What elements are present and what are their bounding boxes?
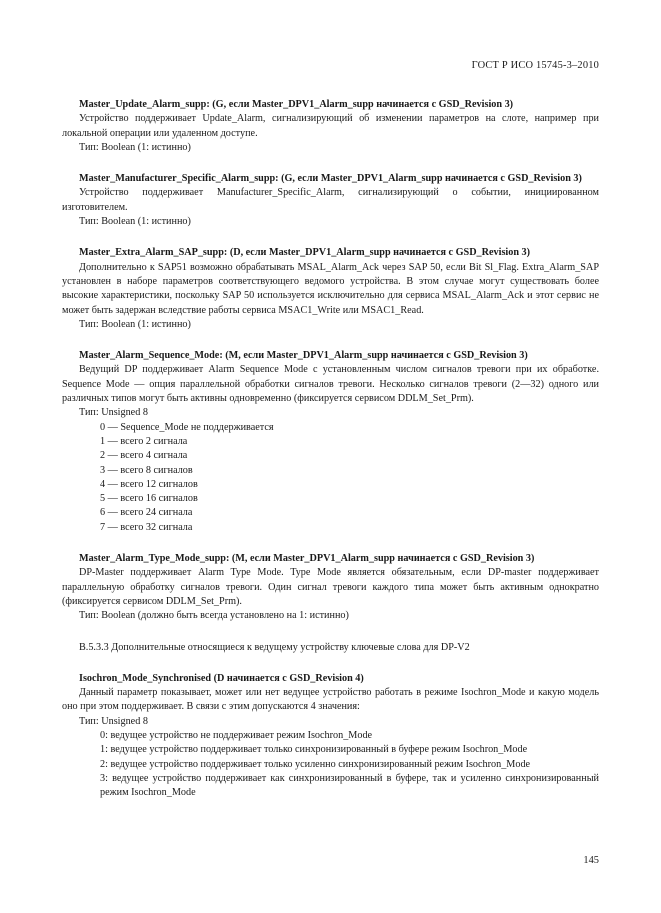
list-item: 3: ведущее устройство поддерживает как синхронизированный в буфере, так и усиленно синхронизированный режим Isochron_Mode: [100, 772, 599, 799]
keyword-description: Ведущий DP поддерживает Alarm Sequence Mode с установленным числом сигналов тревоги при их обработке. Sequence Mode — опция параллельной обработки сигналов тревоги. Несколько сигналов тревоги (2—32) одного или различных типов могут быть активны одновременно (фиксируется сервисом DDLM_Set_Prm).: [62, 364, 599, 405]
list-item: 5 — всего 16 сигналов: [100, 493, 198, 505]
section-heading: В.5.3.3 Дополнительные относящиеся к ведущему устройству ключевые слова для DP-V2: [79, 641, 470, 653]
keyword-type: Тип: Boolean (1: истинно): [79, 141, 191, 153]
keyword-description: Дополнительно к SAP51 возможно обрабатывать MSAL_Alarm_Ack через SAP 50, если Bit Sl_Flag. Extra_Alarm_SAP установлен в наборе параметров соответствующего ведомого устройства. В этом случае могут существовать более высокие характеристики, поскольку SAP 50 используется исключительно для сервиса MSAL_Alarm_Ack и этот сервис не может быть задержан вследствие работы сервиса MSAC1_Write или MSAC1_Read.: [62, 261, 599, 316]
list-item: 0: ведущее устройство не поддерживает режим Isochron_Mode: [100, 729, 373, 741]
keyword-type: Тип: Boolean (1: истинно): [79, 318, 191, 330]
list-item: 1: ведущее устройство поддерживает только синхронизированный в буфере режим Isochron_Mode: [100, 744, 528, 756]
keyword-title: Master_Alarm_Type_Mode_supp: (M, если Master_DPV1_Alarm_supp начинается с GSD_Revision 3): [79, 553, 535, 565]
keyword-type: Тип: Boolean (должно быть всегда установлено на 1: истинно): [79, 610, 349, 622]
keyword-title: Master_Extra_Alarm_SAP_supp: (D, если Master_DPV1_Alarm_supp начинается с GSD_Revision 3): [79, 247, 531, 259]
keyword-title: Master_Update_Alarm_supp: (G, если Master_DPV1_Alarm_supp начинается с GSD_Revision 3): [79, 99, 514, 110]
list-item: 4 — всего 12 сигналов: [100, 478, 198, 490]
running-header: ГОСТ Р ИСО 15745-3–2010: [471, 60, 599, 71]
keyword-description: Устройство поддерживает Update_Alarm, сигнализирующий об изменении параметров на слоте, например при локальной операции или удаленном доступе.: [62, 113, 599, 139]
list-item: 2: ведущее устройство поддерживает только усиленно синхронизированный режим Isochron_Mode: [100, 758, 531, 770]
list-item: 7 — всего 32 сигнала: [100, 521, 193, 533]
list-item: 2 — всего 4 сигнала: [100, 450, 188, 462]
keyword-type: Тип: Unsigned 8: [79, 715, 148, 727]
keyword-type: Тип: Unsigned 8: [79, 407, 148, 419]
keyword-title: Master_Manufacturer_Specific_Alarm_supp: (G, если Master_DPV1_Alarm_supp начинается с GSD_Revision 3): [79, 173, 582, 185]
keyword-type: Тип: Boolean (1: истинно): [79, 216, 191, 228]
list-item: 1 — всего 2 сигнала: [100, 435, 188, 447]
page-body: [62, 98, 599, 800]
keyword-description: Устройство поддерживает Manufacturer_Specific_Alarm, сигнализирующий о событии, инициированном изготовителем.: [62, 187, 599, 213]
list-item: 3 — всего 8 сигналов: [100, 464, 193, 476]
keyword-title: Master_Alarm_Sequence_Mode: (M, если Master_DPV1_Alarm_supp начинается с GSD_Revision 3): [79, 350, 528, 362]
keyword-description: Данный параметр показывает, может или нет ведущее устройство работать в режиме Isochron_Mode и какую модель оно при этом поддерживает. В связи с этим допускаются 4 значения:: [62, 687, 599, 713]
keyword-title: Isochron_Mode_Synchronised (D начинается с GSD_Revision 4): [79, 672, 364, 684]
page-number: 145: [583, 855, 599, 866]
keyword-description: DP-Master поддерживает Alarm Type Mode. Type Mode является обязательным, если DP-master поддерживает параллельную обработку сигналов тревоги. Один сигнал тревоги каждого типа может быть активным однократно (фиксируется сервисом DDLM_Set_Prm).: [62, 567, 599, 607]
list-item: 6 — всего 24 сигнала: [100, 507, 193, 519]
list-item: 0 — Sequence_Mode не поддерживается: [100, 421, 274, 433]
